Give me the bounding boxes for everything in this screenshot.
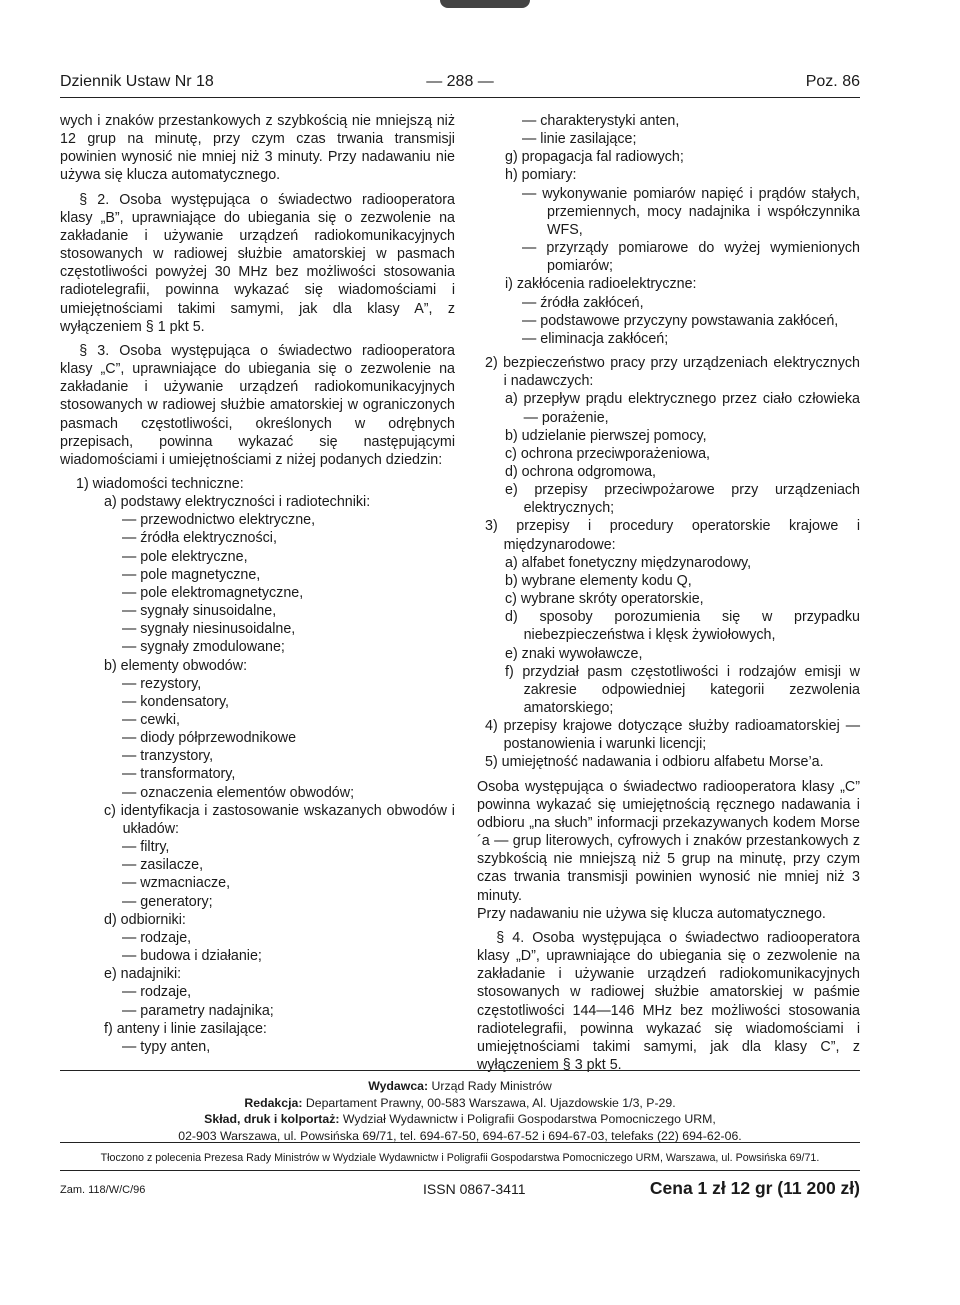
paragraph: § 2. Osoba występująca o świadectwo radiooperatora klasy „B”, uprawniające do ubiegania się o zezwolenie na zakładanie i używanie urządzeń radiokomunikacyjnych stosowanych w radiowej służbie amatorskiej w pasmach częstotliwości powyżej 30 MHz bez możliwości stosowania radiotelegrafii, powinna wykazać się wiadomościami i umiejętnościami takimi samymi, jak dla klasy A”, z wyłączeniem § 1 pkt 5.: [60, 191, 455, 335]
paragraph: wych i znaków przestankowych z szybkością nie mniejszą niż 12 grup na minutę, przy czym czas trwania transmisji powinien wynosić nie mniej niż 3 minuty. Przy nadawaniu nie używa się klucza automatycznego.: [60, 113, 455, 184]
paragraph: Przy nadawaniu nie używa się klucza automatycznego.: [477, 905, 826, 922]
paragraph: 2) bezpieczeństwo pracy przy urządzeniach elektrycznych i nadawczych:: [485, 355, 860, 390]
paragraph: — tranzystory,: [122, 748, 214, 765]
paragraph: 4) przepisy krajowe dotyczące służby radioamatorskiej — postanowienia i warunki licencji;: [485, 718, 860, 753]
price: Cena 1 zł 12 gr (11 200 zł): [649, 1178, 860, 1198]
paragraph: b) udzielanie pierwszej pomocy,: [505, 427, 707, 444]
paragraph: d) ochrona odgromowa,: [505, 463, 656, 480]
left-column: [60, 112, 455, 1056]
paragraph: f) anteny i linie zasilające:: [104, 1020, 267, 1037]
paragraph: — diody półprzewodnikowe: [122, 730, 297, 747]
paragraph: — zasilacze,: [122, 857, 204, 874]
paragraph: — sygnały sinusoidalne,: [122, 603, 277, 620]
paragraph: e) znaki wywoławcze,: [505, 645, 643, 662]
header-rule: [60, 97, 860, 98]
paragraph: — pole magnetyczne,: [122, 566, 261, 583]
paragraph: h) pomiary:: [505, 167, 577, 184]
paragraph: — cewki,: [122, 712, 180, 728]
journal-title: Dziennik Ustaw Nr 18: [60, 73, 214, 90]
scan-mark: [440, 0, 530, 8]
printed-note: Tłoczono z polecenia Prezesa Rady Ministrów w Wydziale Wydawnictw i Poligrafii Gospodarstwa Pomocniczego URM, Warszawa, ul. Powsińska 69/71.: [100, 1152, 820, 1164]
paragraph: — rodzaje,: [122, 984, 192, 1001]
paragraph: c) wybrane skróty operatorskie,: [505, 591, 704, 608]
paragraph: c) identyfikacja i zastosowanie wskazanych obwodów i układów:: [104, 802, 455, 837]
paragraph: — rezystory,: [122, 675, 202, 692]
paragraph: — generatory;: [122, 893, 213, 910]
paragraph: — pole elektromagnetyczne,: [122, 584, 304, 601]
right-column: [477, 112, 860, 1074]
paragraph: f) przydział pasm częstotliwości i rodzajów emisji w zakresie odpowiedniej kategorii zezwolenia amatorskiego;: [505, 663, 860, 716]
paragraph: — przewodnictwo elektryczne,: [122, 512, 316, 529]
paragraph: — pole elektryczne,: [122, 548, 248, 565]
paragraph: Osoba występująca o świadectwo radiooperatora klasy „C” powinna wykazać się umiejętnością ręcznego nadawania i odbioru „na słuch” informacji przekazywanych kodem Morse´a — grup literowych, cyfrowych i znaków przestankowych z szybkością nie mniejszą niż 5 grup na minutę, przy czym czas trwania transmisji powinien wynosić nie mniej niż 3 minuty.: [477, 778, 860, 904]
paragraph: — podstawowe przyczyny powstawania zakłóceń,: [522, 312, 839, 329]
paragraph: d) odbiorniki:: [104, 911, 186, 928]
imprint-rule: [60, 1070, 860, 1071]
printed-rule-top: [60, 1142, 860, 1143]
paragraph: a) przepływ prądu elektrycznego przez ciało człowieka — porażenie,: [505, 391, 860, 426]
paragraph: — sygnały zmodulowane;: [122, 639, 285, 656]
paragraph: e) nadajniki:: [104, 966, 182, 983]
paragraph: — charakterystyki anten,: [522, 113, 680, 129]
paragraph: — filtry,: [122, 839, 170, 856]
imprint-publisher: Wydawca: Urząd Rady Ministrów: [368, 1079, 552, 1093]
imprint: [60, 1078, 860, 1144]
paragraph: e) przepisy przeciwpożarowe przy urządzeniach elektrycznych;: [505, 482, 860, 517]
imprint-address: 02-903 Warszawa, ul. Powsińska 69/71, tel. 694-67-50, 694-67-52 i 694-67-03, telefaks (22) 694-62-06.: [178, 1128, 742, 1143]
paragraph: — budowa i działanie;: [122, 948, 262, 965]
paragraph: — linie zasilające;: [522, 131, 637, 148]
page-header: [60, 73, 860, 95]
order-number: Zam. 118/W/C/96: [60, 1184, 146, 1196]
paragraph: b) wybrane elementy kodu Q,: [505, 572, 692, 589]
paragraph: — typy anten,: [122, 1038, 211, 1055]
page-number: — 288 —: [426, 73, 494, 90]
paragraph: — przyrządy pomiarowe do wyżej wymienionych pomiarów;: [522, 240, 860, 275]
paragraph: — transformatory,: [122, 766, 236, 783]
paragraph: — kondensatory,: [122, 693, 230, 710]
paragraph: — źródła zakłóceń,: [522, 294, 644, 311]
paragraph: a) alfabet fonetyczny międzynarodowy,: [505, 554, 752, 571]
issn: ISSN 0867-3411: [423, 1181, 526, 1197]
paragraph: — sygnały niesinusoidalne,: [122, 621, 296, 638]
imprint-editor: Redakcja: Departament Prawny, 00-583 Warszawa, Al. Ujazdowskie 1/3, P-29.: [244, 1095, 676, 1110]
paragraph: d) sposoby porozumienia się w przypadku niebezpieczeństwa i klęsk żywiołowych,: [505, 609, 860, 644]
paragraph: — źródła elektryczności,: [122, 530, 277, 547]
paragraph: c) ochrona przeciwporażeniowa,: [505, 445, 711, 462]
paragraph: — wykonywanie pomiarów napięć i prądów stałych, przemiennych, mocy nadajnika i współczynnika WFS,: [522, 185, 860, 238]
paragraph: 3) przepisy i procedury operatorskie krajowe i międzynarodowe:: [485, 518, 860, 553]
paragraph: — oznaczenia elementów obwodów;: [122, 784, 355, 801]
position-number: Poz. 86: [805, 73, 860, 90]
paragraph: — wzmacniacze,: [122, 875, 231, 892]
imprint-print: Skład, druk i kolportaż: Wydział Wydawnictw i Poligrafii Gospodarstwa Pomocniczego URM,: [204, 1112, 716, 1126]
paragraph: i) zakłócenia radioelektryczne:: [505, 276, 697, 293]
paragraph: g) propagacja fal radiowych;: [505, 149, 684, 166]
paragraph: — rodzaje,: [122, 929, 192, 946]
paragraph: — eliminacja zakłóceń;: [522, 330, 669, 347]
paragraph: — parametry nadajnika;: [122, 1002, 274, 1019]
paragraph: a) podstawy elektryczności i radiotechniki:: [104, 494, 371, 511]
paragraph: 1) wiadomości techniczne:: [76, 475, 244, 492]
paragraph: b) elementy obwodów:: [104, 657, 248, 674]
paragraph: § 4. Osoba występująca o świadectwo radiooperatora klasy „D”, uprawniające do ubiegania się o zezwolenie na zakładanie i używanie urządzeń radiokomunikacyjnych stosowanych w radiowej służbie amatorskiej w paśmie częstotliwości 144—146 MHz bez możliwości stosowania radiotelegrafii, powinna wykazać się wiadomościami i umiejętnościami takimi samymi, jak dla klasy C”, z wyłączeniem § 3 pkt 5.: [477, 929, 860, 1073]
paragraph: § 3. Osoba występująca o świadectwo radiooperatora klasy „C”, uprawniające do ubiegania się o zezwolenie na zakładanie i używanie urządzeń radiokomunikacyjnych stosowanych w radiowej służbie amatorskiej w ograniczonych pasmach częstotliwości, określonych w odrębnych przepisach, powinna wykazać się następującymi wiadomościami i umiejętnościami z niżej podanych dziedzin:: [60, 342, 455, 468]
page-footer: [60, 1178, 860, 1202]
printed-rule-bottom: [60, 1170, 860, 1171]
paragraph: 5) umiejętność nadawania i odbioru alfabetu Morse’a.: [485, 754, 824, 771]
